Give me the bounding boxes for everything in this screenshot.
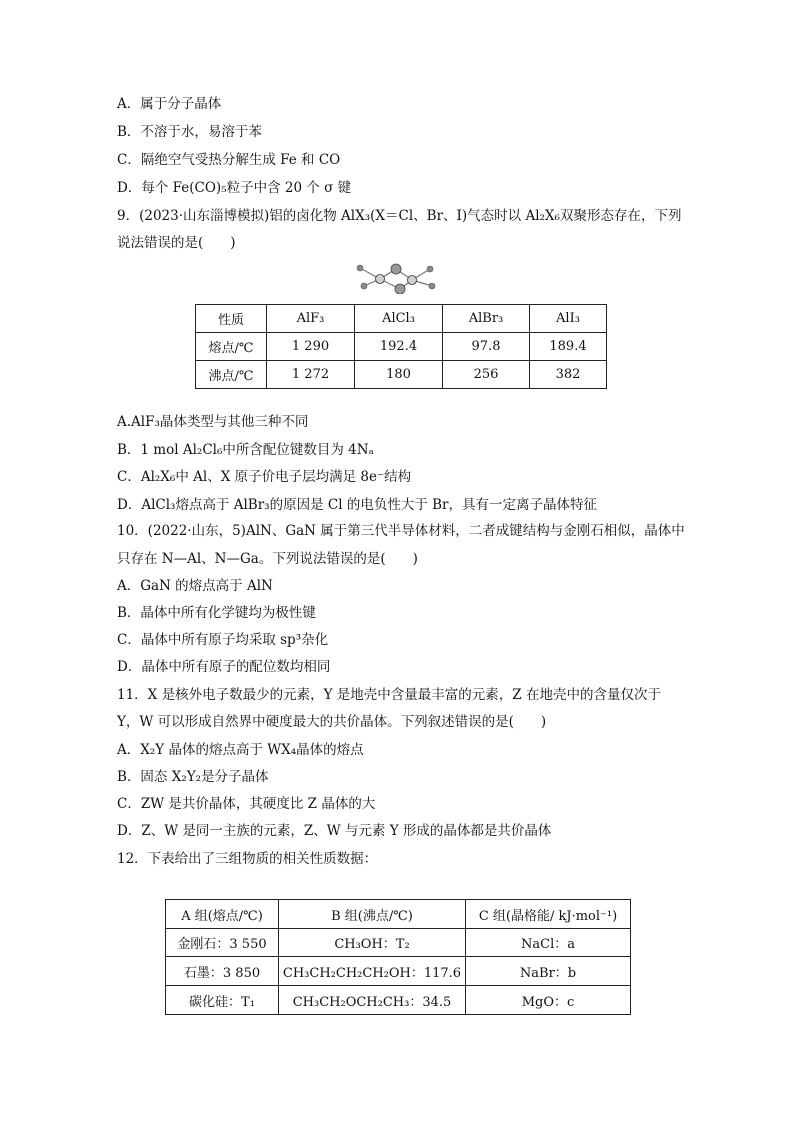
table-cell: 熔点/℃ [196, 333, 267, 361]
table-row [196, 333, 607, 361]
table-header-cell: AlBr₃ [443, 305, 530, 333]
table-cell: 金刚石：3 550 [166, 929, 279, 957]
table-cell: MgO：c [466, 986, 631, 1015]
table-cell: CH₃CH₂CH₂CH₂OH：117.6 [279, 957, 466, 986]
table-cell: 碳化硅：T₁ [166, 986, 279, 1015]
table-cell: CH₃CH₂OCH₂CH₃：34.5 [279, 986, 466, 1015]
q11-option-a: A．X₂Y 晶体的熔点高于 WX₄晶体的熔点 [117, 742, 364, 758]
table-row [196, 305, 607, 333]
q12-data-table [165, 899, 631, 1015]
table-row [166, 986, 631, 1015]
q11-option-c: C．ZW 是共价晶体，其硬度比 Z 晶体的大 [117, 796, 376, 812]
table-row [166, 957, 631, 986]
q11-option-b: B．固态 X₂Y₂是分子晶体 [117, 769, 269, 785]
q8-option-a: A．属于分子晶体 [117, 96, 222, 112]
table-cell: 1 290 [267, 333, 355, 361]
table-header-cell: AlI₃ [530, 305, 607, 333]
table-cell: CH₃OH：T₂ [279, 929, 466, 957]
table-cell: NaCl：a [466, 929, 631, 957]
q11-stem-cont: Y，W 可以形成自然界中硬度最大的共价晶体。下列叙述错误的是( ) [117, 714, 547, 730]
table-header-cell: B 组(沸点/℃) [279, 900, 466, 929]
q10-option-c: C．晶体中所有原子均采取 sp³杂化 [117, 632, 329, 648]
q9-option-a: A.AlF₃晶体类型与其他三种不同 [117, 414, 309, 430]
table-header-cell: AlCl₃ [355, 305, 443, 333]
q8-option-c: C．隔绝空气受热分解生成 Fe 和 CO [117, 152, 341, 168]
q8-option-d: D．每个 Fe(CO)₅粒子中含 20 个 σ 键 [117, 180, 352, 196]
q10-option-d: D．晶体中所有原子的配位数均相同 [117, 659, 331, 675]
table-header-cell: C 组(晶格能/ kJ·mol⁻¹) [466, 900, 631, 929]
q9-option-d: D．AlCl₃熔点高于 AlBr₃的原因是 Cl 的电负性大于 Br，具有一定离子晶体特征 [117, 497, 597, 513]
table-cell: 180 [355, 361, 443, 389]
table-header-cell: A 组(熔点/℃) [166, 900, 279, 929]
table-row [166, 929, 631, 957]
table-header-cell: 性质 [196, 305, 267, 333]
q9-option-b: B．1 mol Al₂Cl₆中所含配位键数目为 4Nₐ [117, 442, 374, 458]
q10-option-b: B．晶体中所有化学键均为极性键 [117, 605, 316, 621]
q9-properties-table [195, 304, 607, 389]
q10-stem: 10．(2022·山东，5)AlN、GaN 属于第三代半导体材料，二者成键结构与金刚石相似，晶体中 [117, 523, 685, 539]
table-cell: NaBr：b [466, 957, 631, 986]
q12-stem: 12．下表给出了三组物质的相关性质数据： [117, 851, 378, 867]
q9-stem-cont: 说法错误的是( ) [117, 235, 236, 251]
q8-option-b: B．不溶于水，易溶于苯 [117, 124, 262, 140]
table-row [166, 900, 631, 929]
table-cell: 沸点/℃ [196, 361, 267, 389]
table-cell: 382 [530, 361, 607, 389]
q10-stem-cont: 只存在 N—Al、N—Ga。下列说法错误的是( ) [117, 551, 418, 567]
table-cell: 1 272 [267, 361, 355, 389]
al2x6-molecule-diagram [352, 262, 438, 294]
table-cell: 192.4 [355, 333, 443, 361]
q9-option-c: C．Al₂X₆中 Al、X 原子价电子层均满足 8e⁻结构 [117, 469, 412, 485]
table-row [196, 361, 607, 389]
q11-option-d: D．Z、W 是同一主族的元素，Z、W 与元素 Y 形成的晶体都是共价晶体 [117, 823, 552, 839]
table-cell: 256 [443, 361, 530, 389]
table-header-cell: AlF₃ [267, 305, 355, 333]
table-cell: 97.8 [443, 333, 530, 361]
table-cell: 189.4 [530, 333, 607, 361]
q11-stem: 11．X 是核外电子数最少的元素，Y 是地壳中含量最丰富的元素，Z 在地壳中的含量仅次于 [117, 687, 661, 703]
q10-option-a: A．GaN 的熔点高于 AlN [117, 578, 273, 594]
table-cell: 石墨：3 850 [166, 957, 279, 986]
q9-stem: 9．(2023·山东淄博模拟)铝的卤化物 AlX₃(X＝Cl、Br、I)气态时以 Al₂X₆双聚形态存在，下列 [117, 208, 682, 224]
